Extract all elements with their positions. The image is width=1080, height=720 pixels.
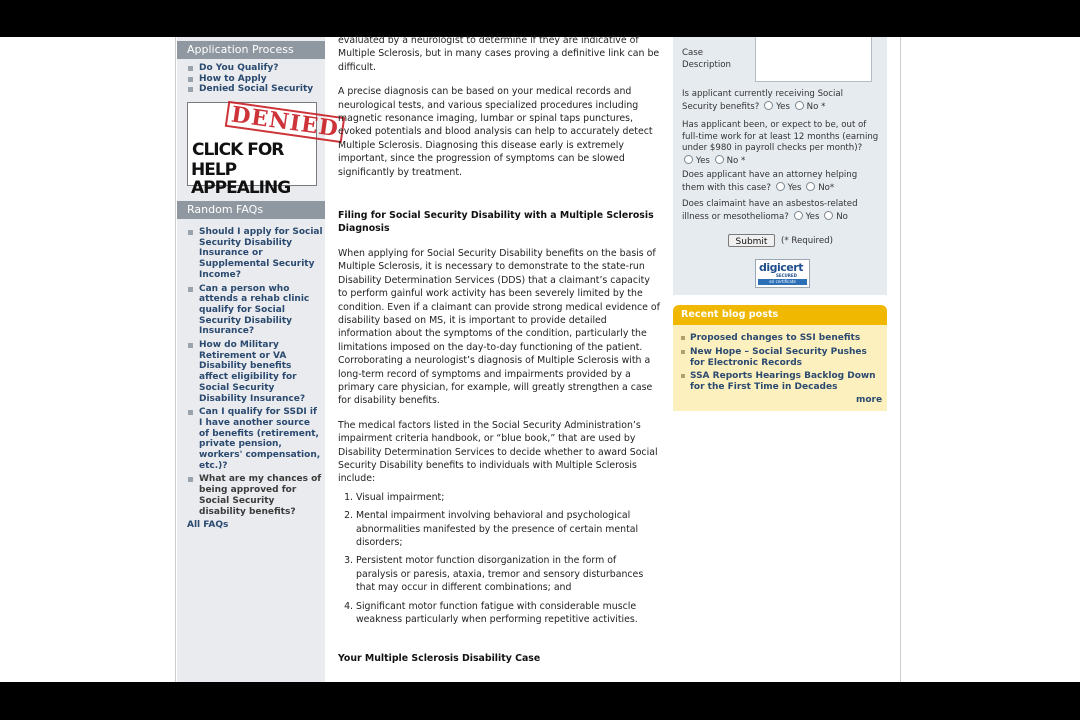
denied-appeal-banner[interactable]: [187, 101, 341, 198]
application-process-header: Application Process: [177, 41, 325, 59]
sidebar-link-denied[interactable]: Denied Social Security: [188, 84, 323, 95]
blog-post-link[interactable]: SSA Reports Hearings Backlog Down for the First Time in Decades: [681, 371, 881, 393]
case-description-textarea[interactable]: [755, 37, 872, 82]
radio-q4-yes[interactable]: [794, 211, 803, 220]
faq-item[interactable]: Should I apply for Social Security Disability Insurance or Supplemental Security Income?: [188, 227, 323, 281]
question-attorney: Does applicant have an attorney helping them with this case? Yes No*: [682, 170, 858, 193]
case-description-label: Case Description: [682, 48, 731, 70]
radio-q4-no[interactable]: [824, 211, 833, 220]
required-note: (* Required): [781, 236, 833, 246]
paragraph-factors: The medical factors listed in the Social Security Administration’s impairment criteria handbook, or “blue book,” that are used by Disability Determination Services to decide whether to award Social Security Disability benefits to individuals with Multiple Sclerosis include:: [338, 419, 658, 485]
radio-q2-no[interactable]: [715, 155, 724, 164]
article-body: [338, 34, 660, 666]
question-receiving-benefits: Is applicant currently receiving Social Security benefits? Yes No *: [682, 89, 844, 112]
banner-line-1: CLICK FOR: [192, 140, 284, 160]
faq-item-current[interactable]: What are my chances of being approved for Social Security disability benefits?: [188, 474, 323, 517]
paragraph-diagnosis: A precise diagnosis can be based on your medical records and neurological tests, and various specialized procedures including magnetic resonance imaging, lumbar or spinal taps punctures, evoked potentials and blood analysis can help to accurately detect Multiple Sclerosis. Diagnosing this disease early is extremely important, since the progression of symptoms can be slowed significantly by treatment.: [338, 86, 653, 178]
blog-post-link[interactable]: Proposed changes to SSI benefits: [681, 333, 881, 344]
factor-item: 1. Visual impairment;: [356, 491, 660, 504]
factor-item: 3. Persistent motor function disorganization in the form of paralysis or paresis, ataxia, tremor and sensory disturbances that may occur in different combinations; and: [356, 554, 660, 594]
faq-item[interactable]: How do Military Retirement or VA Disability benefits affect eligibility for Social Security Disability Insurance?: [188, 340, 323, 404]
factor-item: 2. Mental impairment involving behavioral and psychological abnormalities manifested by the presence of certain mental disorders;: [356, 509, 660, 549]
banner-line-2: HELP APPEALING: [191, 160, 291, 198]
faq-item[interactable]: Can I qualify for SSDI if I have another source of benefits (retirement, private pension, workers' compensation, etc.)?: [188, 407, 323, 471]
sidebar-link-how-to-apply[interactable]: How to Apply: [188, 74, 323, 85]
radio-q1-no[interactable]: [795, 101, 804, 110]
faq-item[interactable]: Can a person who attends a rehab clinic qualify for Social Security Disability Insurance?: [188, 284, 323, 338]
digicert-seal[interactable]: [755, 259, 810, 288]
all-faqs-link[interactable]: All FAQs: [187, 520, 229, 530]
factors-list: [338, 491, 660, 627]
recent-blog-header: Recent blog posts: [673, 305, 887, 325]
factor-item: 4. Significant motor function fatigue with considerable muscle weakness particularly when performing repetitive activities.: [356, 600, 660, 627]
digicert-ssl-bar: ssl certificate: [758, 279, 807, 285]
random-faqs-header: Random FAQs: [177, 201, 325, 219]
sidebar-link-do-you-qualify[interactable]: Do You Qualify?: [188, 63, 323, 74]
faq-list: [188, 227, 323, 520]
submit-button[interactable]: Submit: [728, 234, 775, 247]
blog-post-list: [681, 333, 881, 396]
heading-your-case: Your Multiple Sclerosis Disability Case: [338, 653, 541, 665]
radio-q3-yes[interactable]: [776, 182, 785, 191]
heading-filing: Filing for Social Security Disability with a Multiple Sclerosis Diagnosis: [338, 210, 654, 235]
blog-more-link[interactable]: more: [856, 395, 883, 405]
paragraph-filing: When applying for Social Security Disability benefits on the basis of Multiple Sclerosis, it is necessary to demonstrate to the state-run Disability Determination Services (DDS) that a claimant’s capacity to perform gainful work activity has been severely limited by the condition. Even if a claimant can provide strong medical evidence of disability based on MS, it is important to provide detailed information about the symptoms of the condition, particularly the limitations imposed on the day-to-day functioning of the patient. Corroborating a neurologist’s diagnosis of Multiple Sclerosis with a long-term record of symptoms and impairments provided by a primary care physician, for example, will greatly strengthen a case for disability benefits.: [338, 247, 660, 407]
denied-stamp: DENIED: [225, 101, 346, 143]
question-out-of-work: Has applicant been, or expect to be, out of full-time work for at least 12 months (earning under $980 in payroll checks per month)? Yes No *: [682, 120, 879, 167]
application-process-list: [188, 63, 323, 95]
digicert-secured: SECURED: [776, 273, 797, 278]
radio-q3-no[interactable]: [806, 182, 815, 191]
question-asbestos: Does claimaint have an asbestos-related illness or mesothelioma? Yes No: [682, 199, 858, 222]
digicert-logo: digicert: [759, 261, 803, 274]
paragraph-intro: evaluated by a neurologist to determine if they are indicative of Multiple Sclerosis, but in many cases proving a definitive link can be difficult.: [338, 35, 660, 73]
blog-post-link[interactable]: New Hope – Social Security Pushes for Electronic Records: [681, 347, 881, 369]
radio-q2-yes[interactable]: [684, 155, 693, 164]
radio-q1-yes[interactable]: [764, 101, 773, 110]
